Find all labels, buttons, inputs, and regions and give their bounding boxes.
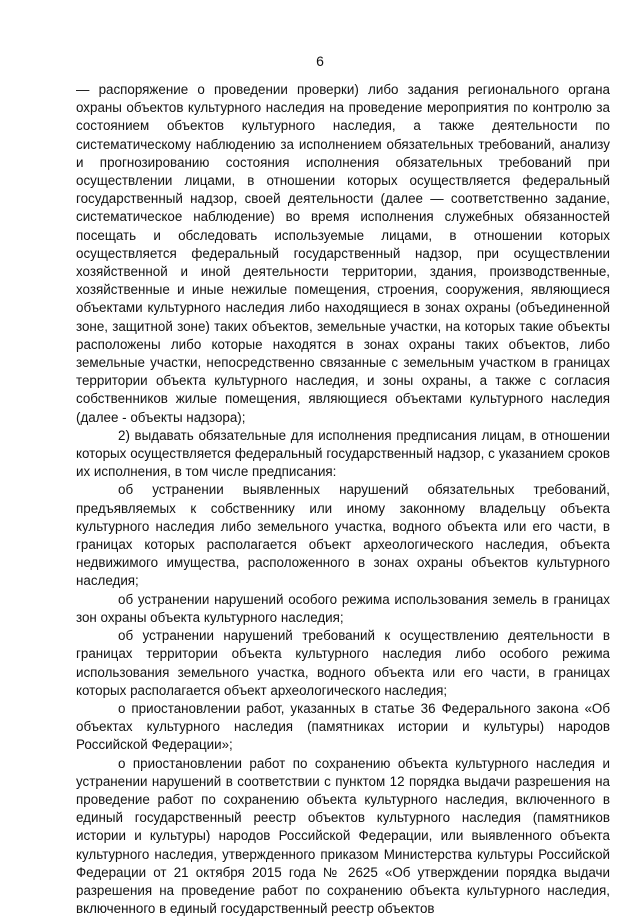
paragraph-prescription-activity: об устранении нарушений требований к осуществлению деятельности в границах территории объекта культурного наследия либо особого режима использования земельного участка, водного объекта или его части, в границах которых располагается объект археологического наследия; bbox=[76, 628, 610, 698]
paragraph-continuation: — распоряжение о проведении проверки) либо задания регионального органа охраны объектов культурного наследия на проведение мероприятия по контролю за состоянием объектов культурного наследия, а также деятельности по систематическому наблюдению за исполнением обязательных требований, анализу и прогнозированию состояния исполнения обязательных требований при осуществлении лицами, в отношении которых осуществляется федеральный государственный надзор, своей деятельности (далее — соответственно задание, систематическое наблюдение) во время исполнения служебных обязанностей посещать и обследовать используемые лицами, в отношении которых осуществляется федеральный государственный надзор, при осуществлении хозяйственной и иной деятельности территории, здания, производственные, хозяйственные и иные нежилые помещения, строения, сооружения, являющиеся объектами культурного наследия либо находящиеся в зонах охраны (объединенной зоне, защитной зоне) таких объектов, земельные участки, на которых такие объекты расположены либо которые находятся в зонах охраны таких объектов, либо земельные участки, непосредственно связанные с земельным участком в границах территории объекта культурного наследия, и зоны охраны, а также с согласия собственников жилые помещения, являющиеся объектами культурного наследия (далее - объекты надзора); bbox=[76, 82, 610, 425]
paragraph-prescription-violations: об устранении выявленных нарушений обязательных требований, предъявляемых к собственнику или иному законному владельцу объекта культурного наследия либо земельного участка, водного объекта или его части, в границах которых располагается объект археологического наследия, объекта недвижимого имущества, расположенного в зонах охраны объектов культурного наследия; bbox=[76, 482, 610, 589]
paragraph-prescription-land-regime: об устранении нарушений особого режима использования земель в границах зон охраны объекта культурного наследия; bbox=[76, 591, 610, 625]
document-body bbox=[76, 81, 610, 918]
paragraph-suspension-preservation-works: о приостановлении работ по сохранению объекта культурного наследия и устранении нарушений в соответствии с пунктом 12 порядка выдачи разрешения на проведение работ по сохранению объекта культурного наследия, включенного в единый государственный реестр объектов культурного наследия (памятников истории и культуры) народов Российской Федерации, или выявленного объекта культурного наследия, утвержденного приказом Министерства культуры Российской Федерации от 21 октября 2015 года № 2625 «Об утверждении порядка выдачи разрешения на проведение работ по сохранению объекта культурного наследия, включенного в единый государственный реестр объектов bbox=[76, 755, 610, 917]
paragraph-item-2: 2) выдавать обязательные для исполнения предписания лицам, в отношении которых осуществляется федеральный государственный надзор, с указанием сроков их исполнения, в том числе предписания: bbox=[76, 427, 610, 480]
page-number: 6 bbox=[316, 53, 324, 69]
paragraph-suspension-article-36: о приостановлении работ, указанных в статье 36 Федерального закона «Об объектах культурного наследия (памятниках истории и культуры) народов Российской Федерации»; bbox=[76, 700, 610, 753]
